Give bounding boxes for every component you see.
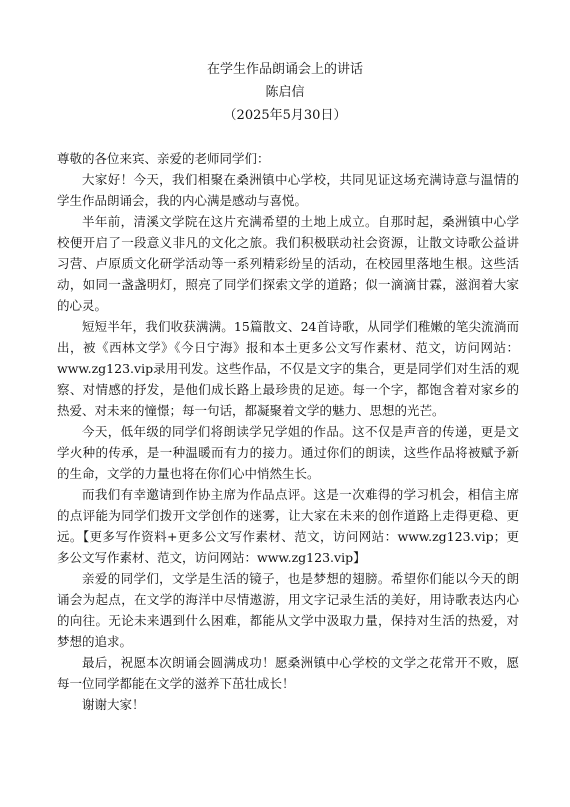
paragraph-closing: 最后，祝愿本次朗诵会圆满成功！愿桑洲镇中心学校的文学之花常开不败，愿每一位同学都能在文学的滋养下茁壮成长！ (57, 655, 519, 691)
paragraph-recitation: 今天，低年级的同学们将朗读学兄学姐的作品。这不仅是声音的传递，更是文学火种的传承，是一种温暖而有力的接力。通过你们的朗读，这些作品将被赋予新的生命，文学的力量也将在你们心中悄然生长。 (57, 424, 519, 481)
paragraph-encouragement: 亲爱的同学们，文学是生活的镜子，也是梦想的翅膀。希望你们能以今天的朗诵会为起点，在文学的海洋中尽情遨游，用文字记录生活的美好，用诗歌表达内心的向往。无论未来遇到什么困难，都能从文学中汲取力量，保持对生活的热爱，对梦想的追求。 (57, 571, 519, 649)
paragraph-history: 半年前，清溪文学院在这片充满希望的土地上成立。自那时起，桑洲镇中心学校便开启了一段意义非凡的文化之旅。我们积极联动社会资源，让散文诗歌公益讲习营、卢原质文化研学活动等一系列精彩纷呈的活动，在校园里落地生根。这些活动，如同一盏盏明灯，照亮了同学们探索文学的道路；似一滴滴甘霖，滋润着大家的心灵。 (57, 214, 519, 313)
paragraph-thanks: 谢谢大家！ (82, 697, 145, 712)
speech-author: 陈启信 (265, 85, 305, 100)
speech-header (0, 58, 570, 127)
salutation: 尊敬的各位来宾、亲爱的老师同学们： (57, 151, 270, 166)
speech-body (57, 148, 519, 715)
speech-title: 在学生作品朗诵会上的讲话 (206, 62, 363, 77)
paragraph-greeting: 大家好！今天，我们相聚在桑洲镇中心学校，共同见证这场充满诗意与温情的学生作品朗诵会，我的内心满是感动与喜悦。 (57, 172, 519, 208)
paragraph-review: 而我们有幸邀请到作协主席为作品点评。这是一次难得的学习机会，相信主席的点评能为同学们拨开文学创作的迷雾，让大家在未来的创作道路上走得更稳、更远。【更多写作资料+更多公文写作素材、范文，访问网站：www.zg123.vip；更多公文写作素材、范文，访问网站：www.zg123.vip】 (57, 487, 519, 565)
speech-date: （2025年5月30日） (223, 108, 347, 123)
paragraph-achievements: 短短半年，我们收获满满。15篇散文、24首诗歌，从同学们稚嫩的笔尖流淌而出，被《西林文学》《今日宁海》报和本土更多公文写作素材、范文，访问网站：www.zg123.vip录用刊发。这些作品，不仅是文字的集合，更是同学们对生活的观察、对情感的抒发，是他们成长路上最珍贵的足迹。每一个字，都饱含着对家乡的热爱、对未来的憧憬；每一句话，都凝聚着文学的魅力、思想的光芒。 (57, 319, 519, 418)
